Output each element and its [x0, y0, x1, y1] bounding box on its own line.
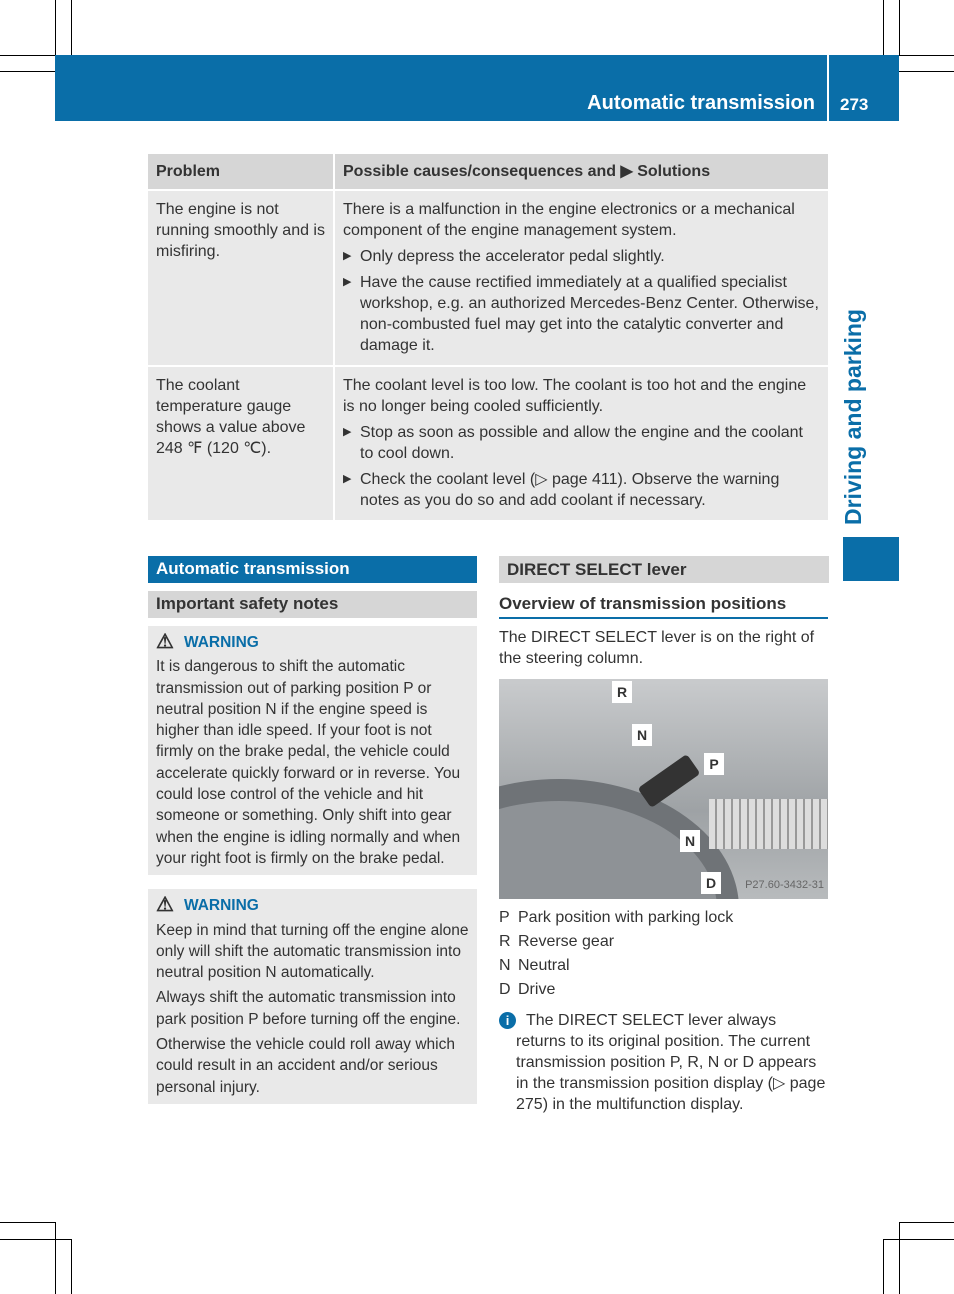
warning-label: WARNING [183, 897, 259, 915]
air-vent [709, 799, 828, 849]
bullet-arrow-icon: ▶ [343, 276, 352, 288]
crop-mark [883, 1239, 884, 1294]
warning-text: Otherwise the vehicle could roll away which could result in an accident and/or serious personal injury. [156, 1036, 455, 1096]
problem-cell: The coolant temperature gauge shows a value above 248 ℉ (120 ℃). [148, 366, 334, 521]
header-title: Automatic transmission [587, 92, 815, 114]
cause-text: There is a malfunction in the engine electronics or a mechanical component of the engine management system. [343, 201, 795, 239]
legend-key: P [499, 909, 510, 926]
position-label-n: N [632, 724, 652, 746]
page-header [55, 55, 899, 121]
crop-mark [899, 1222, 900, 1294]
legend-key: D [499, 981, 511, 998]
image-code: P27.60-3432-31 [745, 879, 824, 891]
position-legend [499, 907, 829, 1000]
warning-box [148, 889, 477, 1104]
crop-mark [883, 1239, 954, 1240]
legend-key: R [499, 933, 511, 950]
column-header-solutions: Possible causes/consequences and ▶ Solutions [334, 154, 828, 190]
right-column [499, 556, 829, 1115]
crop-mark [71, 0, 72, 55]
solution-item: Check the coolant level (▷ page 411). Observe the warning notes as you do so and add coolant if necessary. [360, 471, 780, 509]
warning-label: WARNING [183, 634, 259, 651]
bullet-arrow-icon: ▶ [343, 426, 352, 438]
side-tab-label: Driving and parking [840, 309, 866, 525]
header-divider [827, 55, 829, 121]
lever-illustration [499, 679, 828, 899]
subsection-heading: Overview of transmission positions [499, 593, 828, 619]
cause-text: The coolant level is too low. The coolant is too hot and the engine is no longer being cooled sufficiently. [343, 377, 807, 415]
crop-mark [899, 71, 954, 72]
page-number: 273 [840, 95, 869, 114]
solution-cell [334, 366, 828, 521]
info-text: The DIRECT SELECT lever always returns to its original position. The current transmission position P, R, N or D appears in the transmission position display (▷ page 275) in the multifunction display. [516, 1012, 826, 1113]
warning-text: Keep in mind that turning off the engine alone only will shift the automatic transmission into neutral position N automatically. [156, 921, 469, 982]
table-row [148, 366, 828, 521]
legend-text: Park position with parking lock [518, 909, 734, 926]
table-row [148, 190, 828, 366]
column-header-problem: Problem [148, 154, 334, 190]
troubleshooting-table [148, 154, 828, 522]
crop-mark [0, 55, 55, 56]
crop-mark [71, 1239, 72, 1294]
legend-item [499, 979, 829, 1000]
solution-item: Only depress the accelerator pedal slightly. [360, 248, 665, 265]
info-note [499, 1010, 829, 1115]
crop-mark [0, 1222, 55, 1223]
warning-text: It is dangerous to shift the automatic transmission out of parking position P or neutral position N if the engine speed is higher than idle speed. If your foot is not firmly on the brake pedal, the vehicle could accelerate quickly forward or in reverse. You could lose control of the vehicle and hit someone or something. Only shift into gear when the engine is idling normally and when your right foot is firmly on the brake pedal. [156, 658, 461, 867]
crop-mark [883, 0, 884, 55]
legend-item [499, 931, 829, 952]
position-label-p: P [704, 753, 724, 775]
legend-key: N [499, 957, 511, 974]
section-heading: DIRECT SELECT lever [499, 556, 829, 583]
solution-cell [334, 190, 828, 366]
crop-mark [899, 1222, 954, 1223]
legend-item [499, 907, 829, 928]
crop-mark [55, 1222, 56, 1294]
problem-cell: The engine is not running smoothly and is misfiring. [148, 190, 334, 366]
solution-item: Have the cause rectified immediately at a qualified specialist workshop, e.g. an authorized Mercedes-Benz Center. Otherwise, non-combusted fuel may get into the catalytic converter and damage it. [360, 274, 819, 354]
section-heading: Automatic transmission [148, 556, 477, 583]
crop-mark [899, 55, 954, 56]
left-column [148, 556, 477, 1104]
info-icon: i [499, 1012, 516, 1029]
legend-text: Reverse gear [518, 933, 615, 950]
intro-text: The DIRECT SELECT lever is on the right of the steering column. [499, 629, 815, 667]
solution-item: Stop as soon as possible and allow the engine and the coolant to cool down. [360, 424, 803, 462]
bullet-arrow-icon: ▶ [343, 473, 352, 485]
crop-mark [899, 0, 900, 55]
legend-text: Neutral [518, 957, 570, 974]
subsection-heading: Important safety notes [148, 591, 477, 618]
position-label-n: N [680, 830, 700, 852]
position-label-r: R [612, 681, 632, 703]
legend-text: Drive [518, 981, 556, 998]
position-label-d: D [701, 872, 721, 894]
bullet-arrow-icon: ▶ [343, 250, 352, 262]
warning-box [148, 626, 477, 875]
crop-mark [0, 71, 55, 72]
selector-lever [638, 754, 701, 808]
crop-mark [55, 0, 56, 55]
crop-mark [0, 1239, 71, 1240]
legend-item [499, 955, 829, 976]
warning-triangle-icon: ⚠ [156, 894, 174, 917]
warning-text: Always shift the automatic transmission into park position P before turning off the engine. [156, 989, 461, 1028]
warning-triangle-icon: ⚠ [156, 631, 174, 653]
side-tab-marker [843, 537, 899, 581]
